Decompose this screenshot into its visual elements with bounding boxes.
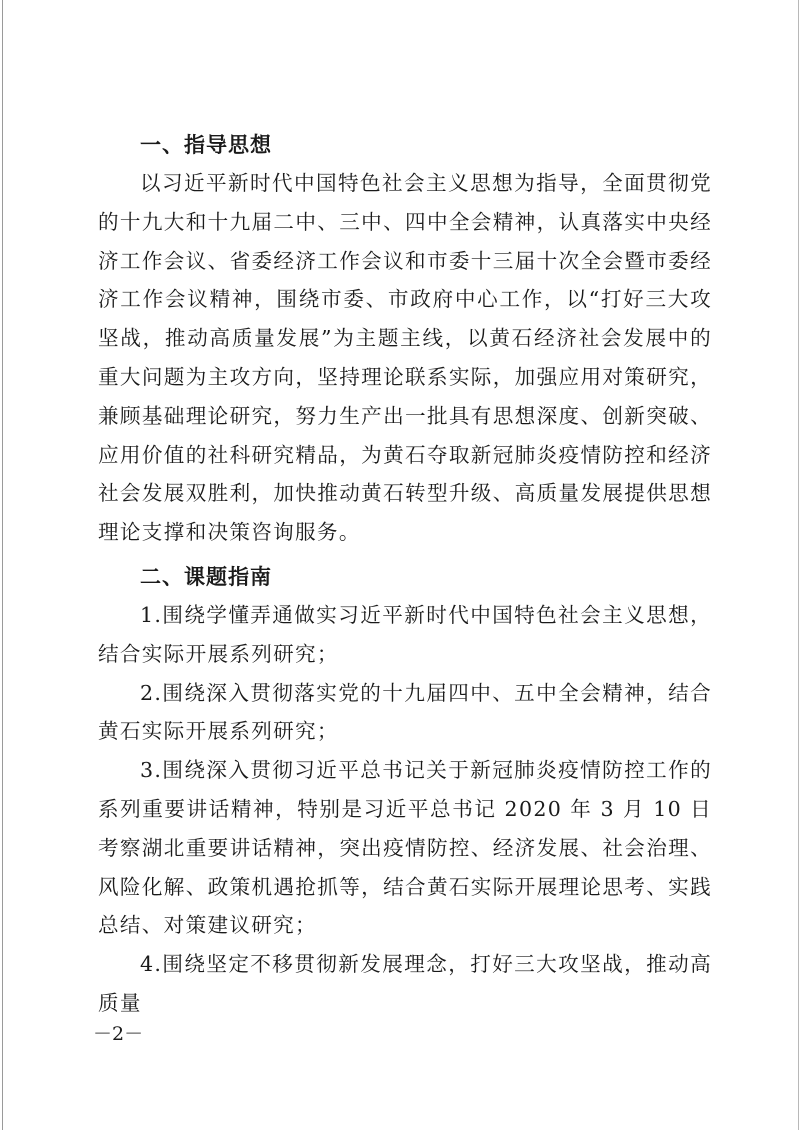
topic-item-1: 1.围绕学懂弄通做实习近平新时代中国特色社会主义思想，结合实际开展系列研究； [98, 602, 712, 666]
section-heading-guiding-ideology: 一、指导思想 [140, 133, 272, 157]
document-body [98, 126, 712, 1023]
paragraph-guiding-ideology: 以习近平新时代中国特色社会主义思想为指导，全面贯彻党的十九大和十九届二中、三中、四中全会精神，认真落实中央经济工作会议、省委经济工作会议和市委十三届十次全会暨市委经济工作会议精神，围绕市委、市政府中心工作，以“打好三大攻坚战，推动高质量发展”为主题主线，以黄石经济社会发展中的重大问题为主攻方向，坚持理论联系实际，加强应用对策研究，兼顾基础理论研究，努力生产出一批具有思想深度、创新突破、应用价值的社科研究精品，为黄石夺取新冠肺炎疫情防控和经济社会发展双胜利，加快推动黄石转型升级、高质量发展提供思想理论支撑和决策咨询服务。 [98, 171, 712, 545]
page-left-border [2, 0, 3, 1130]
page-number: －2－ [93, 1023, 144, 1045]
topic-item-3: 3.围绕深入贯彻习近平总书记关于新冠肺炎疫情防控工作的系列重要讲话精神，特别是习近平总书记 2020 年 3 月 10 日考察湖北重要讲话精神，突出疫情防控、经济发展、社会治理、风险化解、政策机遇抢抓等，结合黄石实际开展理论思考、实践总结、对策建议研究； [98, 758, 712, 938]
page-right-border [798, 0, 799, 1130]
topic-item-2: 2.围绕深入贯彻落实党的十九届四中、五中全会精神，结合黄石实际开展系列研究； [98, 680, 712, 744]
topic-item-4: 4.围绕坚定不移贯彻新发展理念，打好三大攻坚战，推动高质量 [98, 952, 712, 1015]
section-heading-topic-guide: 二、课题指南 [140, 564, 272, 589]
